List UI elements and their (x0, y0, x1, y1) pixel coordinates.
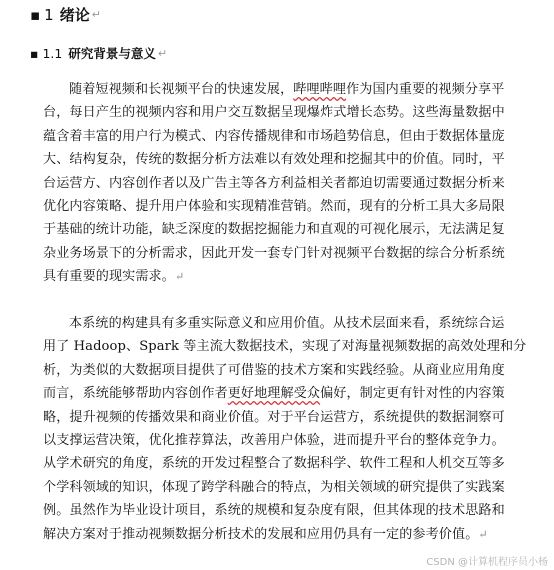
text-line: 杂业务场景下的分析需求，因此开发一套专门针对视频平台数据的综合分析系统 (43, 245, 505, 261)
text-line: 优化内容策略、提升用户体验和实现精准营销。然而，现有的分析工具大多局限 (43, 199, 505, 215)
text-line: 例。虽然作为毕业设计项目，系统的规模和复杂度有限，但其体现的技术思路和 (43, 503, 505, 519)
list-bullet: ▪ (30, 45, 39, 61)
spellcheck-underlined-text: 更好地理解受众 (227, 386, 321, 402)
paragraph-background (43, 78, 554, 289)
text-line: 以支撑运营决策，优化推荐算法，改善用户体验，进而提升平台的整体竞争力。 (43, 433, 505, 449)
paragraph-significance (43, 312, 554, 546)
text-line: 台，每日产生的视频内容和用户交互数据呈现爆炸式增长态势。这些海量数据中 (43, 105, 505, 121)
text-run: 而言，系统能够帮助内容创作者 (43, 386, 228, 402)
text-line: 蕴含着丰富的用户行为模式、内容传播规律和市场趋势信息，但由于数据体量庞 (43, 128, 505, 144)
paragraph-mark-icon: ↵ (91, 8, 101, 21)
heading-number: 1.1 (42, 45, 63, 61)
text-line: 大、结构复杂，传统的数据分析方法难以有效处理和挖掘其中的价值。同时，平 (43, 152, 505, 168)
text-line: 个学科领域的知识，体现了跨学科融合的特点，为相关领域的研究提供了实践案 (43, 479, 505, 495)
paragraph-mark-icon: ↵ (174, 270, 185, 284)
text-line (43, 265, 554, 288)
text-line (43, 523, 554, 546)
text-line: 台运营方、内容创作者以及广告主等各方利益相关者都迫切需要通过数据分析来 (43, 175, 505, 191)
text-line: 于基础的统计功能，缺乏深度的数据挖掘能力和直观的可视化展示，无法满足复 (43, 222, 505, 238)
paragraph-mark-icon: ↵ (478, 527, 488, 541)
text-line: 从学术研究的角度，系统的开发过程整合了数据科学、软件工程和人机交互等多 (43, 456, 505, 472)
text-line (43, 382, 554, 405)
list-bullet: ▪ (30, 5, 41, 24)
text-run: 随着短视频和长视频平台的快速发展， (69, 82, 294, 97)
text-run: 作为国内重要的视频分享平 (346, 82, 505, 97)
text-line: 略，提升视频的传播效果和商业价值。对于平台运营方，系统提供的数据洞察可 (43, 409, 505, 425)
heading-number: 1 (44, 5, 54, 24)
text-line: 析，为类似的大数据项目提供了可借鉴的技术方案和实践经验。从商业应用角度 (43, 362, 505, 378)
watermark: CSDN @计算机程序员小杨 (426, 557, 548, 568)
text-run: 偏好，制定更有针对性的内容策 (320, 386, 505, 402)
heading-level-1 (30, 4, 101, 25)
text-run: 具有重要的现实需求。 (43, 269, 175, 285)
text-line: 本系统的构建具有多重实际意义和应用价值。从技术层面来看，系统综合运 (69, 316, 505, 331)
paragraph-mark-icon: ↵ (157, 46, 168, 60)
text-line: 用了 Hadoop、Spark 等主流大数据技术，实现了对海量视频数据的高效处理和分 (43, 339, 527, 355)
spellcheck-underlined-text: 哔哩哔哩 (293, 82, 347, 97)
heading-title: 绪论 (59, 6, 90, 24)
text-run: 解决方案对于推动视频数据分析技术的发展和应用仍具有一定的参考价值。 (43, 526, 479, 542)
text-line (43, 78, 554, 101)
heading-level-2 (30, 44, 167, 62)
heading-title: 研究背景与意义 (68, 46, 156, 61)
